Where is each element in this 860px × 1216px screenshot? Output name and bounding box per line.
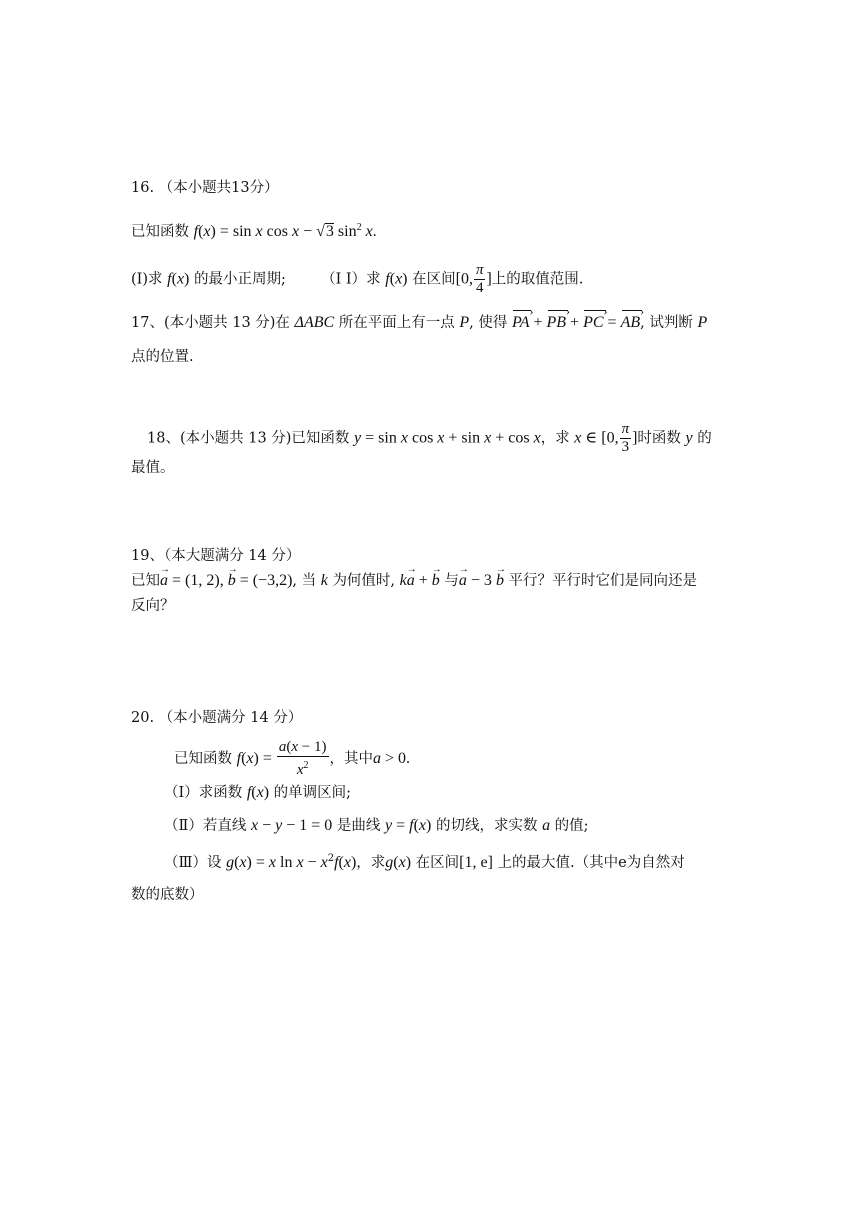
q16-function: f [193,223,199,240]
q20-part3-mid2: 在区间 [415,855,460,871]
q19-mid2: 为何值时, [332,573,396,589]
q16-parts: (I)求 f(x) 的最小正周期; （I I）求 f(x) 在区间[0, $\frac{\pi}{4}$ ]上的取值范围. [131,262,584,296]
q20-part3-suffix: 上的最大值.（其中e为自然对 [497,855,685,871]
q17-vector-equation: PA › + PB › + PC › = AB › [512,314,640,331]
q20-header: 20. （本小题满分 14 分） [131,710,303,726]
q16-part1-prefix: (I)求 [131,271,163,288]
q18-line2: 最值。 [131,460,175,476]
q16-stem-text: 已知函数 [131,224,189,240]
q20-stem-text: 已知函数 [174,751,232,767]
q17-mid3: , 试判断 [640,315,693,331]
q20-part3-prefix: （Ⅲ）设 [164,855,222,871]
q17-prefix: 17、(本小题共 13 分)在 [131,315,290,331]
q19-line2: 反向？ [131,598,175,614]
q20-stem-mid: ，其中 [329,751,373,767]
q17-mid1: 所在平面上有一点 [338,315,455,331]
q19-mid1: , 当 [292,573,317,589]
q16-interval-fraction: $\frac{\pi}{4}$ [475,262,484,296]
q20-part2-prefix: （Ⅱ）若直线 [164,818,247,834]
q20-part2-mid2: 的切线，求实数 [435,818,538,834]
q18-mid2: 时函数 [637,430,681,447]
q20-part2-suffix: 的值; [554,818,589,834]
q19-mid3: 与 [444,573,459,589]
q18-line1: 18、(本小题共 13 分)已知函数 y = sin x cos x + sin x + cos x，求 x ∈ [0, $\frac{\pi}{3}$ ]时函数 y 的 [147,421,712,455]
q20-part3-mid1: ，求 [356,855,386,871]
q16-header: 16. （本小题共13分） [131,180,279,196]
q19-line1: 已知→ a = (1, 2), → b = (−3,2), 当 k 为何值时, k→ a + → b 与→ a − 3 → b 平行？平行时它们是同向还是 [131,571,697,591]
q20-part2-mid1: 是曲线 [336,818,381,834]
q18-suffix: 的 [697,430,712,447]
q16-stem: 已知函数 f(x) = sin x cos x − √3 $\sin^2 x$. [131,222,377,240]
q18-interval-fraction: $\frac{\pi}{3}$ [621,421,630,455]
q16-part2-mid: 在区间 [412,271,456,288]
q20-stem: 已知函数 f(x) = $\frac{a(x - 1)}{x^2}$ ，其中a > 0. [174,739,411,778]
q20-function-fraction: $\frac{a(x - 1)}{x^2}$ [278,739,327,778]
q19-header: 19、（本大题满分 14 分） [131,548,301,564]
q16-part2-suffix: 上的取值范围. [491,271,584,288]
q18-prefix: 18、(本小题共 13 分)已知函数 [147,430,350,447]
q20-part1: （Ⅰ）求函数 f(x) 的单调区间; [164,784,352,801]
q17-line1: 17、(本小题共 13 分)在 ΔABC 所在平面上有一点 P, 使得 PA › + PB › + PC › = AB ›, 试判断 P [131,313,707,333]
q20-part3-line2: 数的底数） [131,887,204,903]
q19-prefix: 已知 [131,573,160,589]
q17-line2: 点的位置. [131,349,194,365]
q20-part1-suffix: 的单调区间; [273,785,352,801]
q16-part1-suffix: 的最小正周期; [193,271,286,288]
q17-mid2: , 使得 [469,315,508,331]
q18-mid: ，求 [540,430,570,447]
q20-part3: （Ⅲ）设 g(x) = x $\ln x - x^2f(x)$，求g(x) 在区间[1, e] 上的最大值.（其中e为自然对 [164,853,685,871]
q19-suffix: 平行？平行时它们是同向还是 [508,573,698,589]
q16-part2-prefix: （I I）求 [321,271,381,288]
q20-part1-prefix: （Ⅰ）求函数 [164,785,243,801]
q20-part2: （Ⅱ）若直线 x − y − 1 = 0 是曲线 y = f(x) 的切线，求实数 a 的值; [164,817,589,834]
